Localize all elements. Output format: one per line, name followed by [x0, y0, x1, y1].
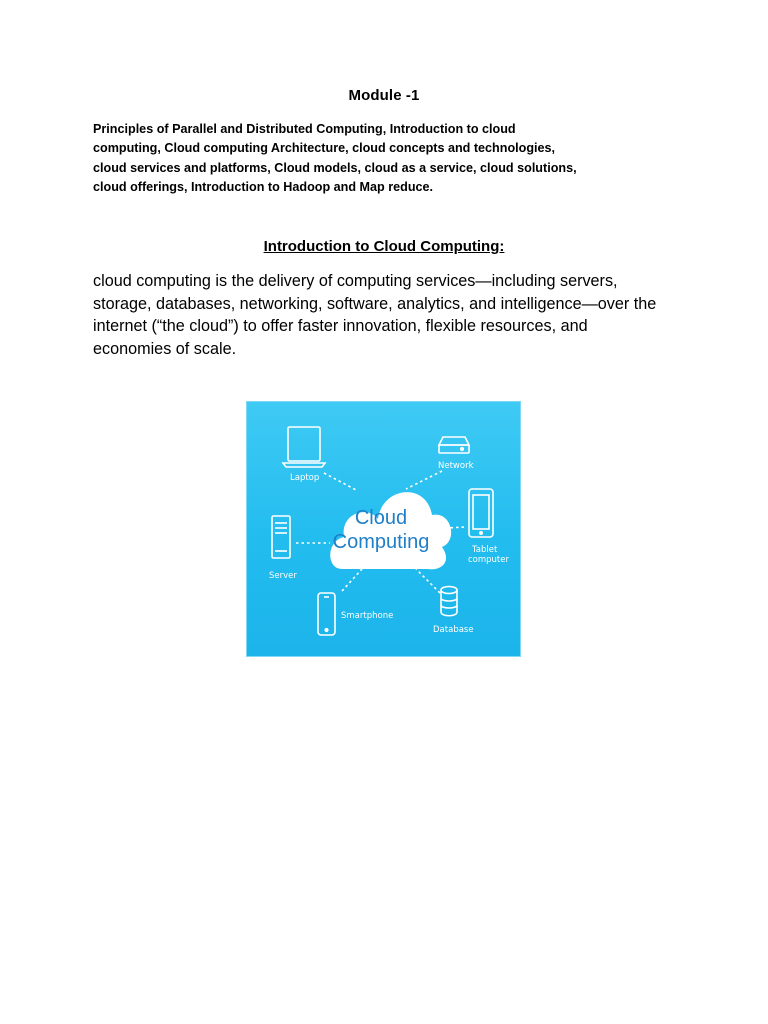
cloud-title-line1: Cloud: [354, 507, 408, 529]
intro-line: economies of scale.: [93, 340, 237, 359]
server-icon: [272, 516, 290, 558]
laptop-label: Laptop: [290, 473, 320, 483]
syllabus-line: cloud services and platforms, Cloud models, cloud as a service, cloud solutions,: [93, 160, 577, 175]
section-heading: Introduction to Cloud Computing:: [263, 238, 505, 255]
syllabus-paragraph: [93, 120, 613, 198]
database-label: Database: [433, 625, 474, 635]
database-icon: [441, 587, 457, 616]
syllabus-line: cloud offerings, Introduction to Hadoop and Map reduce.: [93, 180, 434, 195]
laptop-icon: [283, 427, 325, 467]
intro-line: storage, databases, networking, software, analytics, and intelligence—over the: [93, 294, 657, 313]
syllabus-line: Principles of Parallel and Distributed Computing, Introduction to cloud: [93, 122, 516, 136]
tablet-label-line2: computer: [468, 555, 509, 565]
server-label: Server: [269, 571, 297, 581]
connector-smartphone: [342, 569, 362, 591]
tablet-icon: [469, 489, 493, 537]
network-icon: [439, 437, 469, 453]
network-label: Network: [438, 461, 474, 471]
intro-line: internet (“the cloud”) to offer faster innovation, flexible resources, and: [93, 317, 588, 336]
syllabus-line: computing, Cloud computing Architecture, cloud concepts and technologies,: [93, 141, 556, 156]
intro-line: cloud computing is the delivery of computing services—including servers,: [93, 272, 618, 290]
smartphone-label: Smartphone: [341, 611, 394, 621]
connector-database: [416, 569, 440, 593]
connector-network: [406, 471, 442, 489]
cloud-computing-figure: [246, 401, 521, 657]
smartphone-icon: [318, 593, 335, 635]
tablet-label-line1: Tablet: [472, 545, 498, 555]
cloud-title-line2: Computing: [332, 531, 430, 553]
connector-laptop: [324, 473, 358, 491]
intro-paragraph: [93, 270, 693, 361]
module-title: Module -1: [348, 87, 420, 104]
